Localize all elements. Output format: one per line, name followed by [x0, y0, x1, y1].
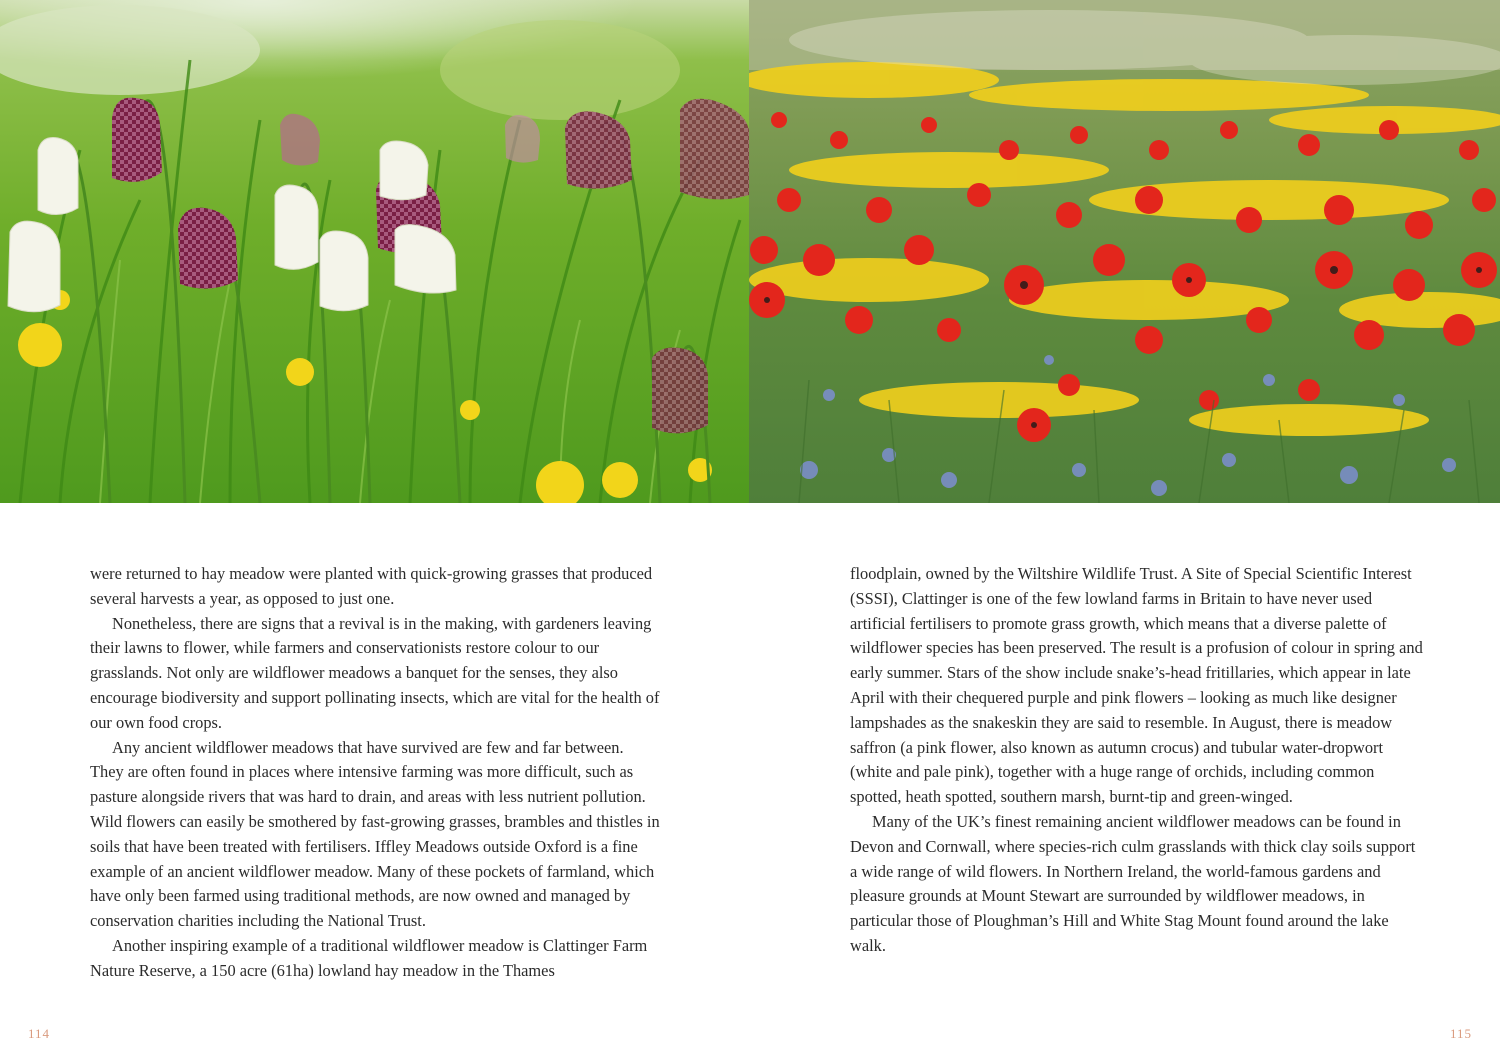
- paragraph: Another inspiring example of a traditional wildflower meadow is Clattinger Farm Nature Reserve, a 150 acre (61ha) lowland hay meadow in the Thames: [90, 935, 648, 980]
- poppy-meadow-photo: [749, 0, 1500, 503]
- paragraph: floodplain, owned by the Wiltshire Wildlife Trust. A Site of Special Scientific Interest (SSSI), Clattinger is one of the few lowland farms in Britain to have never used artificial fertilisers to promote grass growth, which means that a diverse palette of wildflower species has been preserved. The result is a profusion of colour in spring and early summer. Stars of the show include snake’s-head fritillaries, which appear in late April with their chequered purple and pink flowers – looking as much like designer lampshades as the snakeskin they are said to resemble. In August, there is meadow saffron (a pink flower, also known as autumn crocus) and tubular water-dropwort (white and pale pink), together with a huge range of orchids, including common spotted, heath spotted, southern marsh, burnt-tip and green-winged.: [850, 564, 1423, 807]
- paragraph: were returned to hay meadow were planted with quick-growing grasses that produced several harvests a year, as opposed to just one.: [90, 564, 653, 608]
- page-number-left: 114: [28, 1026, 51, 1041]
- right-text-column: [850, 562, 1425, 959]
- fritillary-photo: [0, 0, 749, 503]
- left-text-column: [90, 562, 660, 984]
- page-number-right: 115: [1449, 1026, 1472, 1041]
- paragraph: Many of the UK’s finest remaining ancient wildflower meadows can be found in Devon and Cornwall, where species-rich culm grasslands with thick clay soils support a wide range of wild flowers. In Northern Ireland, the world-famous gardens and pleasure grounds at Mount Stewart are surrounded by wildflower meadows, in particular those of Ploughman’s Hill and White Stag Mount found around the lake walk.: [850, 811, 1416, 955]
- fritillary-photo-graphic: [0, 0, 749, 503]
- paragraph: Any ancient wildflower meadows that have survived are few and far between. They are often found in places where intensive farming was more difficult, such as pasture alongside rivers that was hard to drain, and areas with less nutrient pollution. Wild flowers can easily be smothered by fast-growing grasses, brambles and thistles in soils that have been treated with fertilisers. Iffley Meadows outside Oxford is a fine example of an ancient wildflower meadow. Many of these pockets of farmland, which have only been farmed using traditional methods, are now owned and managed by conservation charities including the National Trust.: [90, 737, 660, 931]
- poppy-meadow-photo-graphic: [749, 0, 1500, 503]
- paragraph: Nonetheless, there are signs that a revival is in the making, with gardeners leaving their lawns to flower, while farmers and conservationists restore colour to our grasslands. Not only are wildflower meadows a banquet for the senses, they also encourage biodiversity and support pollinating insects, which are vital for the health of our own food crops.: [90, 613, 660, 732]
